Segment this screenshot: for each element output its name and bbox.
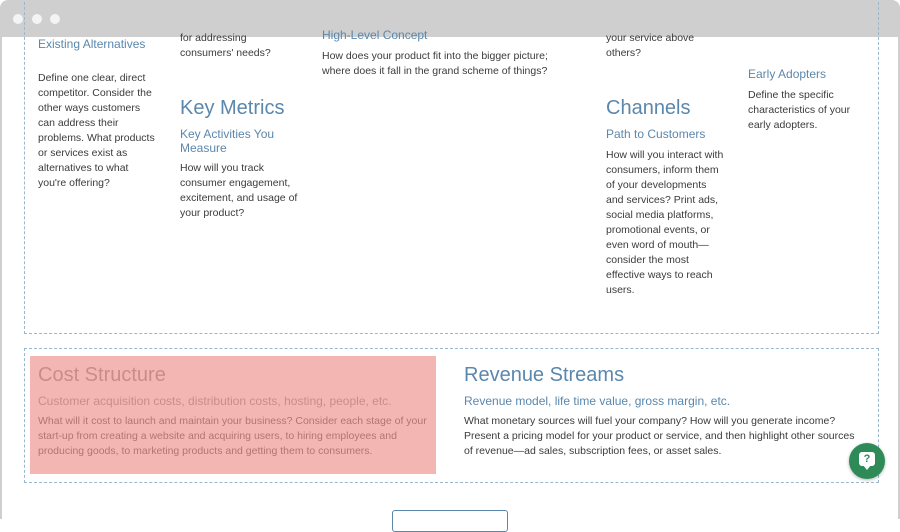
help-chat-button[interactable] [849, 443, 885, 479]
existing-alternatives-body: Define one clear, direct competitor. Consider the other ways customers can address their problems. What products or services exist as alternatives to what you're offering? [38, 72, 155, 189]
page-content [2, 28, 898, 519]
cost-structure-body: What will it cost to launch and maintain your business? Consider each stage of your start-up from creating a website and acquiring users, to hiring employees and producing goods, to marketing products and getting them to consumers. [38, 415, 427, 457]
key-metrics-subtitle: Key Activities You Measure [180, 127, 275, 155]
cost-structure-title: Cost Structure [38, 364, 166, 386]
problem-body-tail: for addressing consumers' needs? [180, 32, 271, 59]
channels-title: Channels [606, 97, 691, 119]
early-adopters-body: Define the specific characteristics of your early adopters. [748, 89, 851, 131]
revenue-streams-body: What monetary sources will fuel your company? How will you generate income? Present a pricing model for your product or service, and then highlight other sources of revenue—ad sales, subscription fees, or asset sales. [464, 415, 855, 457]
existing-alternatives-heading: Existing Alternatives [38, 37, 146, 51]
key-metrics-title: Key Metrics [180, 97, 285, 119]
high-level-concept-heading: High-Level Concept [322, 28, 428, 42]
unique-value-body-tail: your service above others? [606, 32, 695, 59]
help-chat-icon: ? [859, 452, 875, 466]
help-chat-icon-tail [863, 465, 871, 470]
early-adopters-heading: Early Adopters [748, 67, 827, 81]
revenue-streams-subtitle: Revenue model, life time value, gross margin, etc. [464, 394, 731, 408]
cost-structure-subtitle: Customer acquisition costs, distribution costs, hosting, people, etc. [38, 394, 392, 408]
high-level-concept-body: How does your product fit into the bigger picture; where does it fall in the grand scheme of things? [322, 50, 548, 77]
bottom-action-button[interactable] [392, 510, 508, 532]
channels-body: How will you interact with consumers, inform them of your developments and services? Print ads, social media platforms, promotional events, or even word of mouth—consider the most effective ways to reach users. [606, 149, 724, 296]
window-close-dot[interactable] [13, 14, 23, 24]
revenue-streams-title: Revenue Streams [464, 364, 625, 386]
key-metrics-body: How will you track consumer engagement, excitement, and usage of your product? [180, 162, 298, 219]
channels-subtitle: Path to Customers [606, 127, 706, 141]
